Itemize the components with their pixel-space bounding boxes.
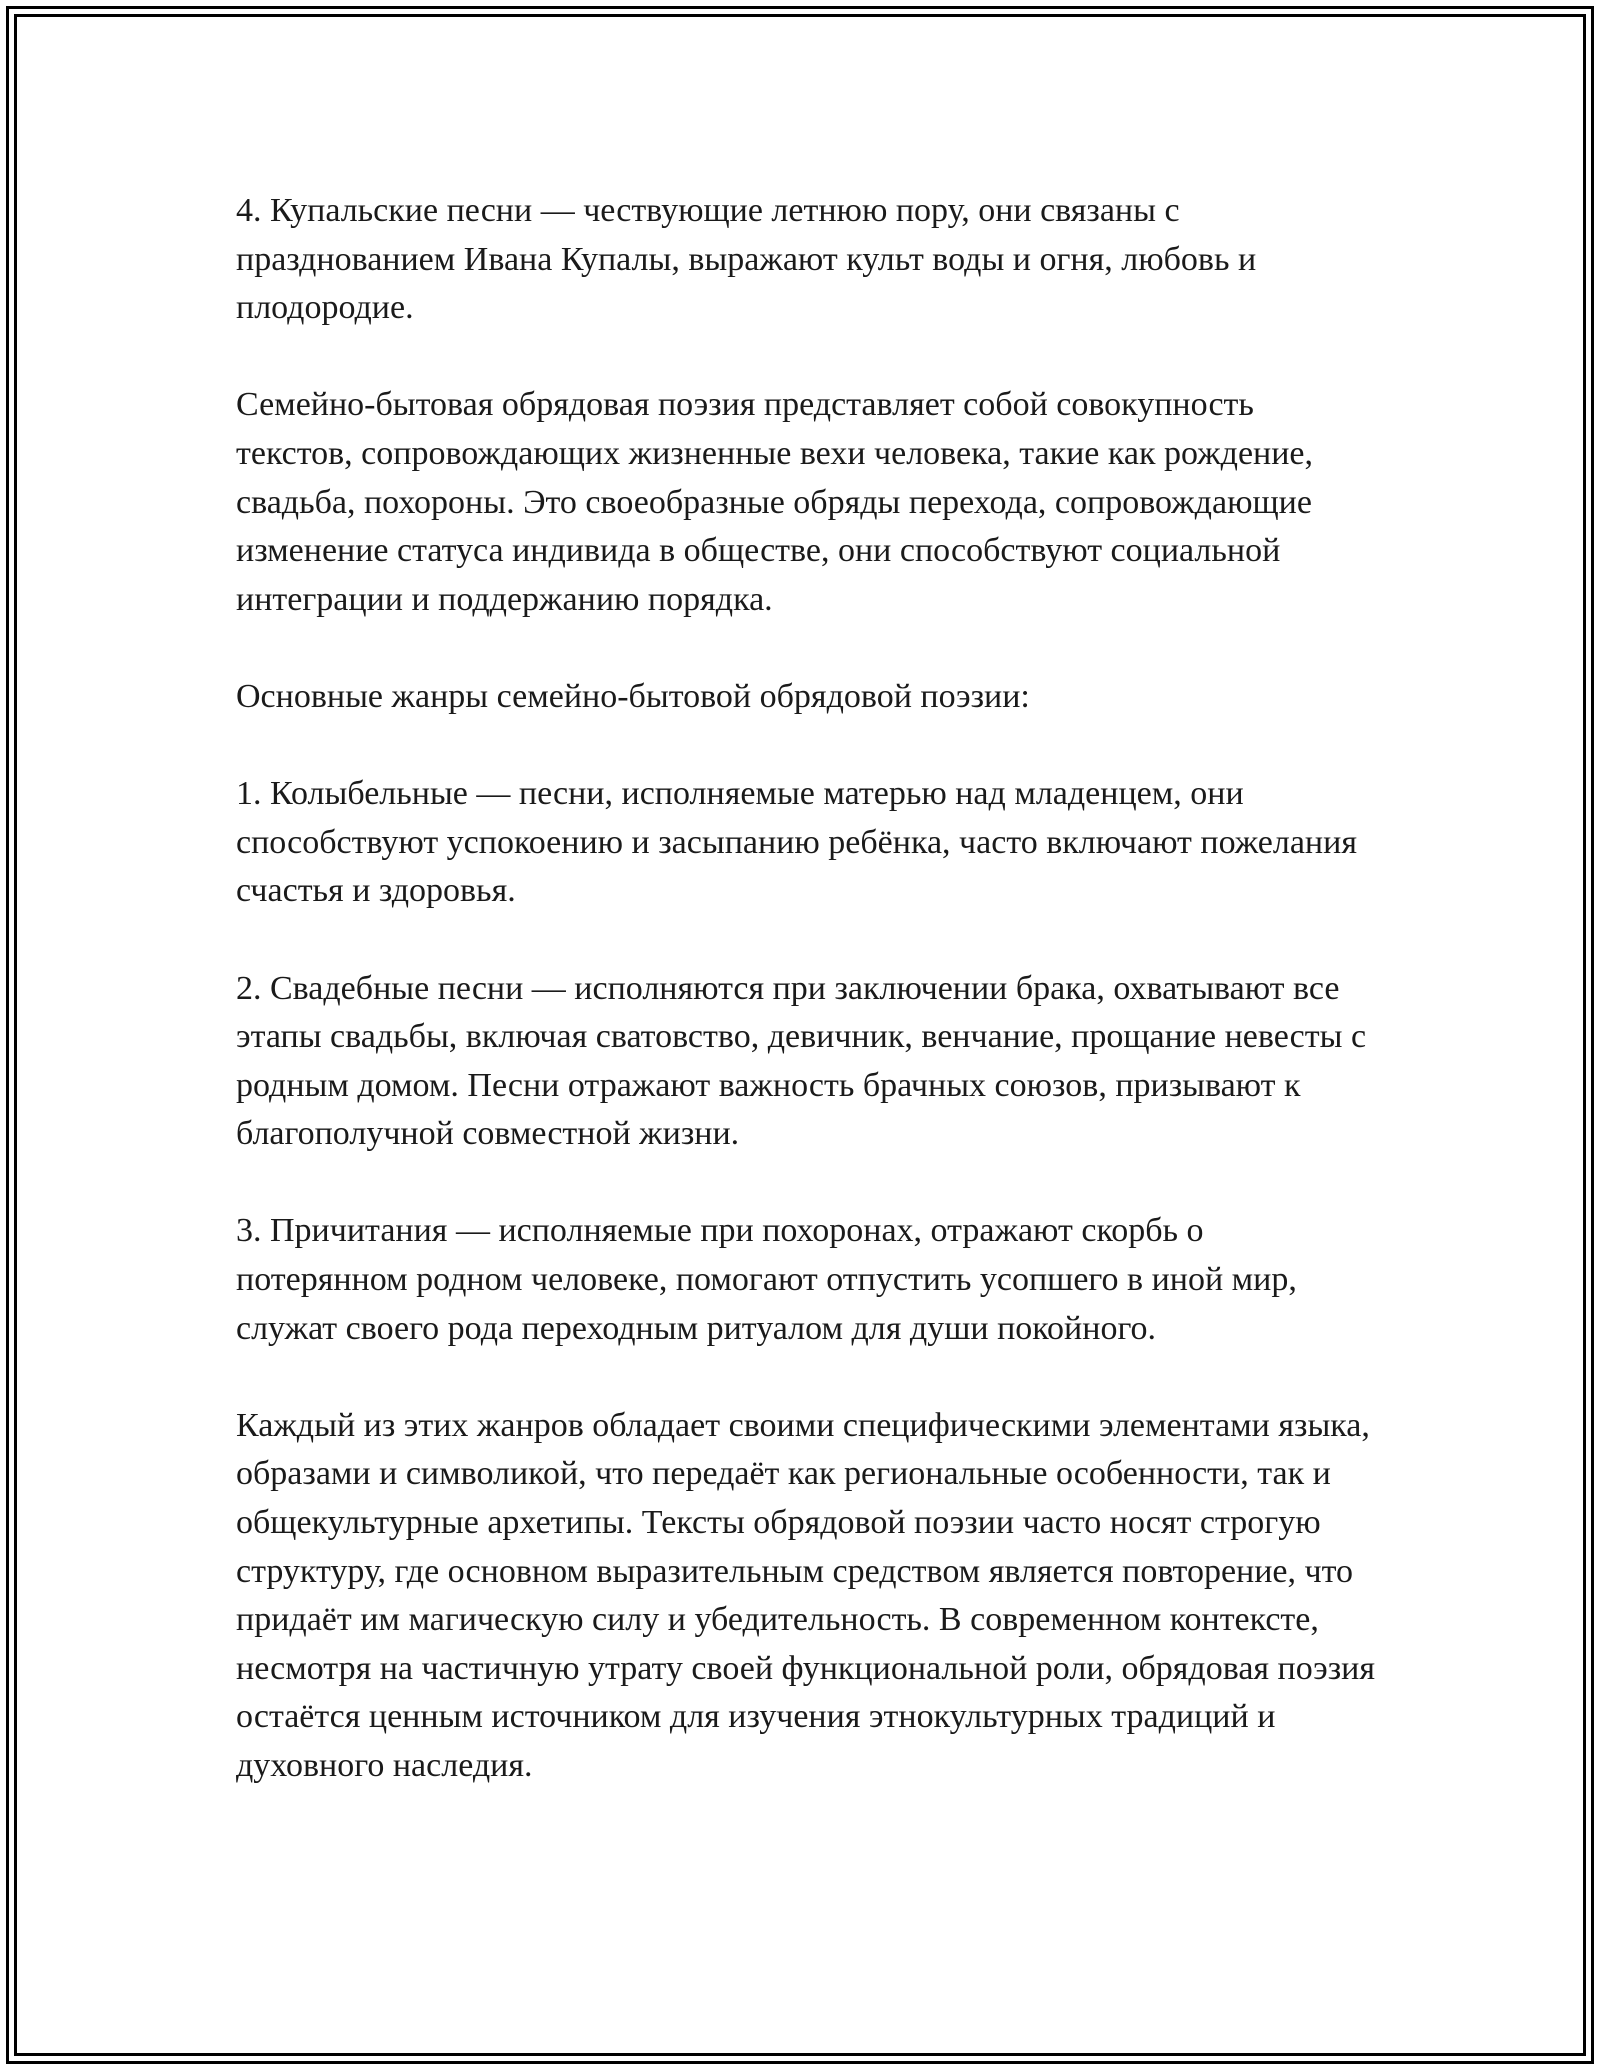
paragraph-conclusion: Каждый из этих жанров обладает своими специфическими элементами языка, образами и символикой, что передаёт как региональные особенности, так и общекультурные архетипы. Тексты обрядовой поэзии часто носят строгую структуру, где основном выразительным средством является повторение, что придаёт им магическую силу и убедительность. В современном контексте, несмотря на частичную утрату своей функциональной роли, обрядовая поэзия остаётся ценным источником для изучения этнокультурных традиций и духовного наследия. (236, 1406, 1376, 1784)
paragraph-kupala-songs: 4. Купальские песни — чествующие летнюю пору, они связаны с празднованием Ивана Купалы, выражают культ воды и огня, любовь и плодородие. (236, 192, 1257, 327)
paragraph-main-genres-heading: Основные жанры семейно-бытовой обрядовой поэзии: (236, 677, 1030, 715)
paragraph-lullabies: 1. Колыбельные — песни, исполняемые матерью над младенцем, они способствуют успокоению и засыпанию ребёнка, часто включают пожелания счастья и здоровья. (236, 775, 1357, 910)
paragraph-laments: 3. Причитания — исполняемые при похоронах, отражают скорбь о потерянном родном человеке, помогают отпустить усопшего в иной мир, служат своего рода переходным ритуалом для души покойного. (236, 1212, 1297, 1347)
paragraph-family-ritual-poetry: Семейно-бытовая обрядовая поэзия представляет собой совокупность текстов, сопровождающих жизненные вехи человека, такие как рождение, свадьба, похороны. Это своеобразные обряды перехода, сопровождающие изменение статуса индивида в обществе, они способствуют социальной интеграции и поддержанию порядка. (236, 386, 1314, 618)
paragraph-wedding-songs: 2. Свадебные песни — исполняются при заключении брака, охватывают все этапы свадьбы, включая сватовство, девичник, венчание, прощание невесты с родным домом. Песни отражают важность брачных союзов, призывают к благополучной совместной жизни. (236, 969, 1367, 1153)
document-body (236, 187, 1376, 1791)
